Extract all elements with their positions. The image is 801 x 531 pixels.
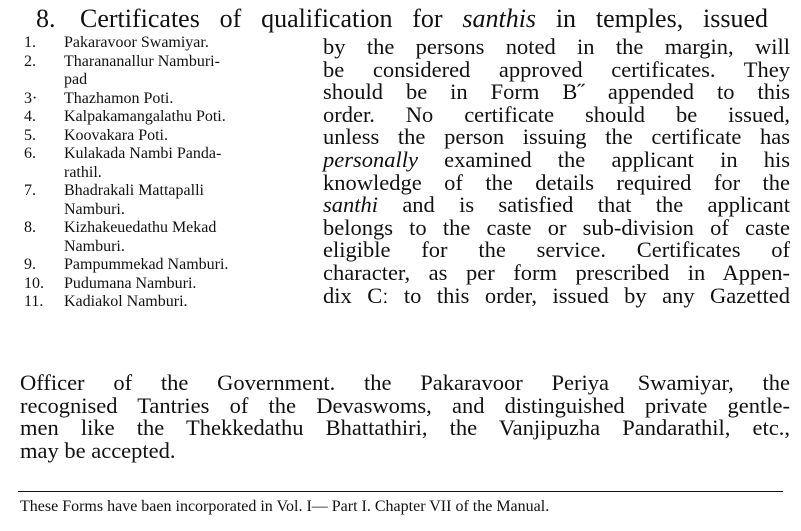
margin-list-number: 3· [24, 89, 38, 107]
margin-list-number: 5. [24, 126, 36, 144]
margin-list-name: Tharananallur Namburi- [64, 52, 220, 70]
margin-list-item [24, 275, 319, 294]
margin-list-number: 4. [24, 108, 36, 125]
heading-text: Certificates of qualification for santhis in temples, issued [80, 4, 769, 33]
body-text-line: should be in Form B˝ appended to this [323, 79, 790, 105]
margin-list-number: 1. [24, 34, 36, 51]
paragraph-body-full-width [20, 372, 790, 462]
margin-list-of-persons [24, 34, 319, 312]
body-text-line: be considered approved certificates. They [323, 56, 790, 82]
body-text-line: men like the Thekkedathu Bhattathiri, the Vanjipuzha Pandarathil, etc., [20, 415, 790, 441]
margin-list-name: Kizhakeuedathu Mekad [64, 219, 217, 236]
margin-list-name: Kulakada Nambi Panda- [64, 145, 222, 162]
body-text-line: character, as per form prescribed in Appen- [323, 259, 790, 285]
body-text-line: santhi and is satisfied that the applicant [323, 192, 790, 218]
margin-list-item [24, 182, 319, 201]
margin-list-name: Namburi. [64, 237, 125, 255]
body-text-line: dix Cː to this order, issued by any Gazetted [323, 282, 790, 308]
margin-list-name: Kalpakamangalathu Poti. [64, 108, 226, 125]
margin-list-number: 2. [24, 52, 36, 70]
margin-list-name: Kadiakol Namburi. [64, 293, 188, 310]
margin-list-item [24, 127, 319, 146]
body-text-line: knowledge of the details required for the [323, 169, 790, 195]
body-text-line: Officer of the Government. the Pakaravoor Periya Swamiyar, the [20, 370, 790, 395]
margin-list-name: rathil. [64, 163, 102, 181]
margin-list-item [24, 108, 319, 127]
margin-list-item [24, 71, 319, 90]
margin-list-number: 6. [24, 145, 36, 162]
margin-list-name: Pakaravoor Swamiyar. [64, 34, 209, 51]
italic-word: personally [323, 146, 418, 172]
margin-list-name: Koovakara Poti. [64, 126, 168, 144]
margin-list-item [24, 164, 319, 183]
margin-list-item [24, 293, 319, 312]
margin-list-number [24, 238, 64, 257]
margin-list-item [24, 219, 319, 238]
margin-list-name: Bhadrakali Mattapalli [64, 182, 204, 199]
paragraph-heading [20, 2, 790, 36]
margin-list-item [24, 53, 319, 72]
margin-list-number: 10. [24, 274, 44, 292]
margin-list-item [24, 238, 319, 257]
footnote-divider [18, 491, 783, 492]
body-text-line: by the persons noted in the margin, will [323, 34, 790, 59]
margin-list-number: 8. [24, 219, 36, 236]
body-text-line: eligible for the service. Certificates of [323, 237, 790, 263]
margin-list-number [24, 71, 64, 90]
body-text-line: order. No certificate should be issued, [323, 101, 790, 127]
margin-list-name: Pudumana Namburi. [64, 274, 197, 292]
paragraph-body-column [323, 36, 790, 307]
margin-list-item [24, 34, 319, 53]
margin-list-item [24, 145, 319, 164]
margin-list-name: pad [64, 71, 88, 88]
body-text-line: may be accepted. [20, 437, 176, 463]
margin-list-number: 9. [24, 256, 36, 273]
margin-list-number [24, 201, 64, 220]
heading-italic-word: santhis [462, 4, 537, 33]
margin-list-item [24, 90, 319, 109]
margin-list-name: Pampummekad Namburi. [64, 256, 229, 273]
body-text-line: recognised Tantries of the Devaswoms, and distinguished private gentle- [20, 392, 790, 418]
paragraph-number: 8. [36, 4, 56, 33]
margin-list-item [24, 201, 319, 220]
body-text-line: belongs to the caste or sub-division of caste [323, 214, 790, 240]
italic-word: santhi [323, 192, 379, 218]
margin-list-number: 11. [24, 293, 44, 310]
margin-list-item [24, 256, 319, 275]
body-text-line: personally examined the applicant in his [323, 146, 790, 172]
margin-list-number: 7. [24, 182, 36, 199]
body-text-line: unless the person issuing the certificate has [323, 124, 790, 150]
margin-list-number [24, 164, 64, 183]
footnote: These Forms have baen incorporated in Vol. I— Part I. Chapter VII of the Manual. [20, 498, 550, 515]
margin-list-name: Namburi. [64, 200, 125, 218]
margin-list-name: Thazhamon Poti. [64, 89, 174, 107]
